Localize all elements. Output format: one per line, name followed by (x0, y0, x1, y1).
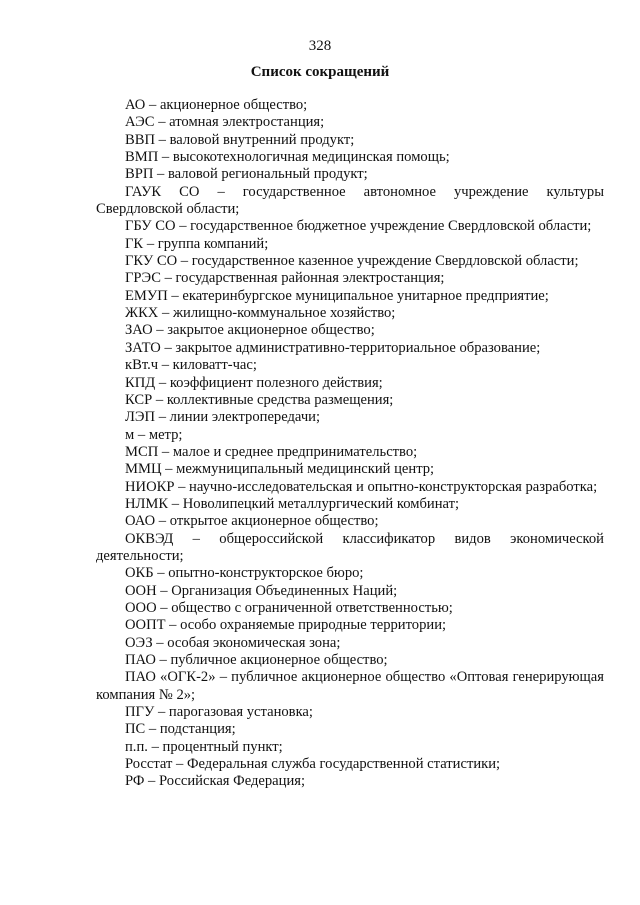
abbreviation-entry: кВт.ч – киловатт-час; (125, 357, 257, 374)
abbreviation-entry: ООО – общество с ограниченной ответственностью; (125, 599, 453, 616)
abbreviation-entry: ОЭЗ – особая экономическая зона; (125, 634, 341, 651)
page-number: 328 (308, 38, 332, 54)
abbreviation-entry: АЭС – атомная электростанция; (125, 114, 325, 131)
abbreviation-entry: Росстат – Федеральная служба государственной статистики; (125, 756, 501, 773)
abbreviation-entry: ЛЭП – линии электропередачи; (125, 409, 321, 426)
abbreviation-entry: ПАО «ОГК-2» – публичное акционерное общество «Оптовая генерирующая компания № 2»; (96, 669, 604, 703)
abbreviation-entry: ООПТ – особо охраняемые природные территории; (125, 617, 447, 634)
abbreviation-entry: ГРЭС – государственная районная электростанция; (125, 270, 445, 287)
abbreviation-entry: ПГУ – парогазовая установка; (125, 704, 313, 721)
abbreviation-entry: ГБУ СО – государственное бюджетное учреждение Свердловской области; (125, 218, 592, 235)
abbreviation-entry: ОАО – открытое акционерное общество; (125, 513, 379, 530)
abbreviation-entry: ЖКХ – жилищно-коммунальное хозяйство; (125, 305, 396, 322)
abbreviation-entry: ПАО – публичное акционерное общество; (125, 652, 388, 668)
abbreviation-entry: АО – акционерное общество; (125, 97, 308, 113)
abbreviation-entry: ЗАО – закрытое акционерное общество; (125, 322, 375, 339)
abbreviation-entry: РФ – Российская Федерация; (125, 773, 306, 790)
abbreviation-entry: ООН – Организация Объединенных Наций; (125, 582, 398, 599)
abbreviation-entry: ЕМУП – екатеринбургское муниципальное унитарное предприятие; (125, 287, 549, 304)
abbreviation-entry: ОКБ – опытно-конструкторское бюро; (125, 565, 364, 582)
abbreviation-entry: ВРП – валовой региональный продукт; (125, 166, 368, 183)
abbreviation-entry: ВМП – высокотехнологичная медицинская помощь; (125, 149, 450, 166)
abbreviation-entry: НЛМК – Новолипецкий металлургический комбинат; (125, 495, 460, 512)
abbreviation-entry: ГАУК СО – государственное автономное учреждение культуры Свердловской области; (96, 183, 604, 218)
abbreviation-entry: ММЦ – межмуниципальный медицинский центр; (125, 461, 435, 478)
abbreviation-entry: ЗАТО – закрытое административно-территориальное образование; (125, 339, 541, 356)
abbreviation-entry: ПС – подстанция; (125, 721, 236, 738)
abbreviation-entry: ВВП – валовой внутренний продукт; (125, 131, 355, 148)
abbreviation-list (96, 97, 604, 791)
abbreviation-entry: ОКВЭД – общероссийской классификатор видов экономической деятельности; (96, 530, 604, 564)
abbreviation-entry: ГК – группа компаний; (125, 235, 269, 252)
abbreviation-entry: м – метр; (125, 426, 183, 443)
abbreviation-entry: КПД – коэффициент полезного действия; (125, 374, 383, 391)
abbreviation-entry: ГКУ СО – государственное казенное учреждение Свердловской области; (125, 253, 579, 270)
abbreviation-entry: НИОКР – научно-исследовательская и опытно-конструкторская разработка; (125, 478, 598, 495)
abbreviation-entry: КСР – коллективные средства размещения; (125, 391, 394, 408)
abbreviation-entry: МСП – малое и среднее предпринимательство; (125, 443, 418, 460)
abbreviation-entry: п.п. – процентный пункт; (125, 738, 283, 755)
page-title: Список сокращений (250, 64, 390, 80)
